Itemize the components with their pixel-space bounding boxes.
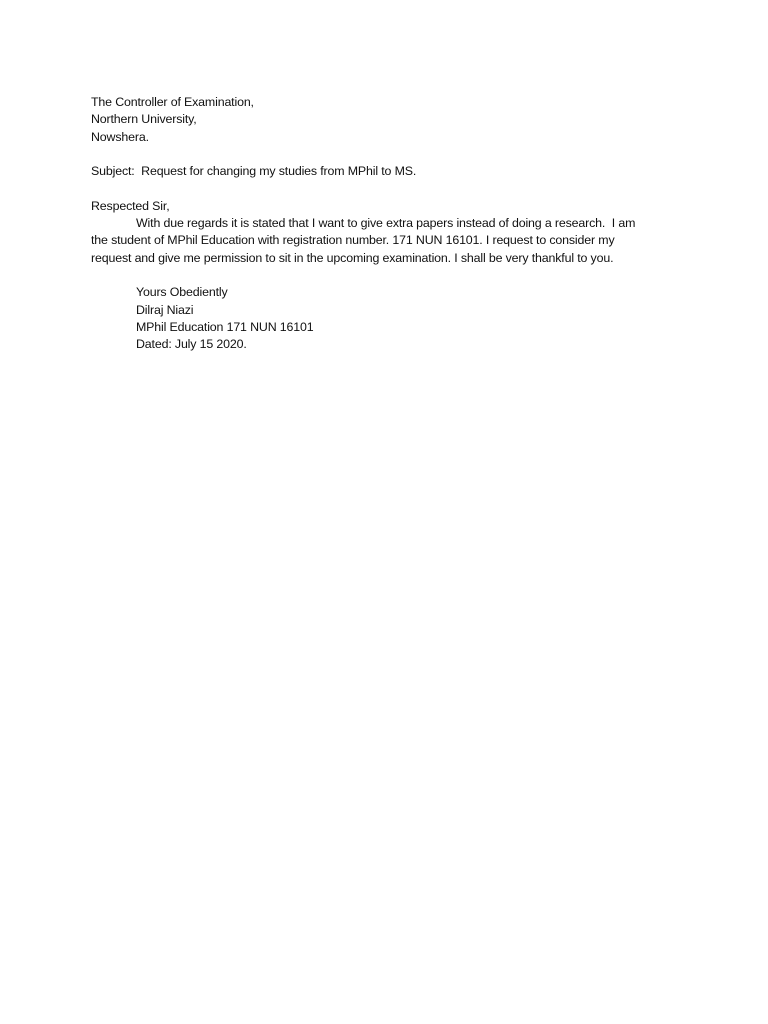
signature-block (91, 284, 671, 353)
recipient-institution: Northern University, (91, 112, 197, 127)
spacer (91, 146, 671, 163)
subject-line: Subject: Request for changing my studies from MPhil to MS. (91, 164, 417, 179)
recipient-title: The Controller of Examination, (91, 95, 254, 109)
body-line-2: the student of MPhil Education with registration number. 171 NUN 16101. I request to consider my (91, 233, 615, 248)
body-line-1: With due regards it is stated that I want to give extra papers instead of doing a research. I am (136, 216, 636, 231)
letter-date: Dated: July 15 2020. (136, 337, 247, 352)
letter-body (91, 215, 671, 267)
valediction: Yours Obediently (136, 285, 228, 300)
spacer (91, 267, 671, 284)
sender-program: MPhil Education 171 NUN 16101 (136, 319, 314, 334)
salutation: Respected Sir, (91, 198, 170, 213)
recipient-city: Nowshera. (91, 129, 149, 144)
spacer (91, 180, 671, 197)
letter (91, 94, 671, 353)
recipient-block (91, 94, 671, 146)
body-line-3: request and give me permission to sit in the upcoming examination. I shall be very thankful to you. (91, 250, 614, 265)
sender-name: Dilraj Niazi (136, 302, 194, 317)
